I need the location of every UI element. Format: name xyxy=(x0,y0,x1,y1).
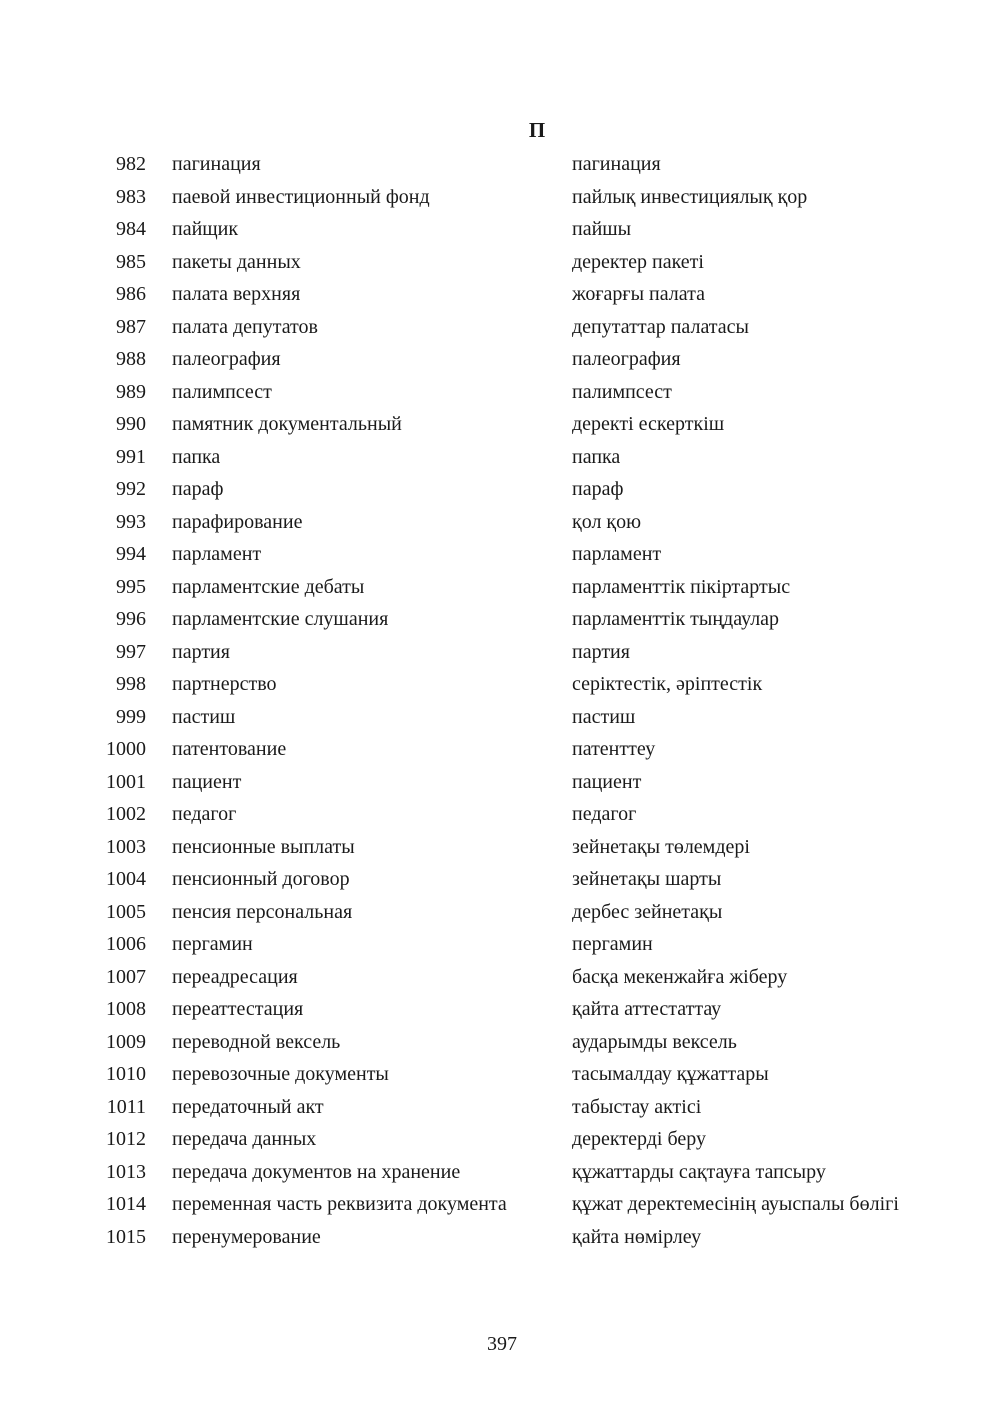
section-letter: П xyxy=(528,118,546,142)
entry-number: 1013 xyxy=(106,1160,146,1183)
entry-kazakh-term: қайта аттестаттау xyxy=(572,998,722,1020)
glossary-entry xyxy=(0,150,1004,178)
entry-russian-term: партнерство xyxy=(172,673,277,695)
glossary-entry xyxy=(0,638,1004,666)
entry-kazakh-term: дербес зейнетақы xyxy=(572,900,723,923)
entry-number: 987 xyxy=(116,315,146,338)
entry-number: 999 xyxy=(116,705,146,728)
entry-russian-term: пагинация xyxy=(172,153,261,175)
entry-kazakh-term: пайшы xyxy=(572,218,632,240)
entry-russian-term: партия xyxy=(172,640,230,663)
entry-russian-term: пастиш xyxy=(172,705,236,728)
entry-kazakh-term: партия xyxy=(572,640,630,663)
entry-kazakh-term: деректі ескерткіш xyxy=(572,413,725,435)
entry-number: 985 xyxy=(116,250,146,273)
entry-kazakh-term: қол қою xyxy=(572,510,642,533)
glossary-entry xyxy=(0,443,1004,471)
entry-number: 991 xyxy=(116,445,146,468)
entry-russian-term: пенсия персональная xyxy=(172,900,353,923)
entry-kazakh-term: құжаттарды сақтауға тапсыру xyxy=(572,1160,826,1183)
glossary-entry xyxy=(0,800,1004,828)
entry-russian-term: пакеты данных xyxy=(172,250,301,273)
entry-kazakh-term: депутаттар палатасы xyxy=(572,315,749,338)
entry-kazakh-term: табыстау актісі xyxy=(572,1095,702,1118)
entry-russian-term: памятник документальный xyxy=(172,413,402,435)
entry-number: 992 xyxy=(116,478,146,500)
entry-number: 986 xyxy=(116,283,146,305)
glossary-entry xyxy=(0,313,1004,341)
entry-kazakh-term: парламент xyxy=(572,543,662,565)
entry-number: 1007 xyxy=(106,965,146,988)
entry-number: 988 xyxy=(116,348,146,370)
entry-number: 990 xyxy=(116,413,146,435)
entry-number: 989 xyxy=(116,380,146,403)
entry-russian-term: папка xyxy=(172,445,221,468)
entry-russian-term: перенумерование xyxy=(172,1225,321,1248)
glossary-entry xyxy=(0,215,1004,243)
entry-number: 1005 xyxy=(106,900,146,923)
entry-number: 1009 xyxy=(106,1030,146,1053)
glossary-entry xyxy=(0,1223,1004,1251)
entry-kazakh-term: зейнетақы төлемдері xyxy=(572,835,750,858)
entry-number: 1001 xyxy=(106,770,146,793)
entry-number: 1006 xyxy=(106,933,146,955)
glossary-entry xyxy=(0,573,1004,601)
entry-number: 1011 xyxy=(106,1095,146,1118)
entry-russian-term: пергамин xyxy=(172,933,253,955)
entry-kazakh-term: патенттеу xyxy=(572,738,656,760)
entry-kazakh-term: деректер пакеті xyxy=(572,250,704,273)
glossary-list xyxy=(0,150,1004,1255)
entry-number: 998 xyxy=(116,673,146,695)
entry-kazakh-term: басқа мекенжайға жіберу xyxy=(572,965,788,988)
glossary-entry xyxy=(0,1158,1004,1186)
glossary-entry xyxy=(0,1190,1004,1218)
entry-number: 1003 xyxy=(106,835,146,858)
entry-russian-term: передача данных xyxy=(172,1128,317,1150)
glossary-entry xyxy=(0,410,1004,438)
entry-kazakh-term: пергамин xyxy=(572,933,653,955)
entry-kazakh-term: парламенттік тыңдаулар xyxy=(572,608,780,630)
entry-kazakh-term: парламенттік пікіртартыс xyxy=(572,575,791,598)
entry-kazakh-term: пагинация xyxy=(572,153,661,175)
entry-russian-term: переменная часть реквизита документа xyxy=(172,1193,507,1215)
glossary-entry xyxy=(0,508,1004,536)
entry-kazakh-term: қайта нөмірлеу xyxy=(572,1225,702,1248)
entry-kazakh-term: пастиш xyxy=(572,705,636,728)
entry-kazakh-term: палимпсест xyxy=(572,380,672,403)
entry-kazakh-term: пациент xyxy=(572,770,642,793)
entry-russian-term: передача документов на хранение xyxy=(172,1160,461,1183)
glossary-entry xyxy=(0,1125,1004,1153)
glossary-entry xyxy=(0,378,1004,406)
entry-number: 983 xyxy=(116,185,146,208)
glossary-entry xyxy=(0,670,1004,698)
entry-russian-term: палата верхняя xyxy=(172,283,301,305)
entry-russian-term: параф xyxy=(172,478,224,500)
entry-number: 1002 xyxy=(106,803,146,825)
entry-russian-term: передаточный акт xyxy=(172,1095,324,1118)
entry-russian-term: палеография xyxy=(172,348,281,370)
glossary-entry xyxy=(0,865,1004,893)
entry-number: 997 xyxy=(116,640,146,663)
glossary-entry xyxy=(0,833,1004,861)
entry-russian-term: переводной вексель xyxy=(172,1030,341,1053)
entry-number: 993 xyxy=(116,510,146,533)
entry-kazakh-term: параф xyxy=(572,478,624,500)
entry-russian-term: пенсионный договор xyxy=(172,868,350,890)
glossary-entry xyxy=(0,345,1004,373)
entry-number: 995 xyxy=(116,575,146,598)
entry-kazakh-term: жоғарғы палата xyxy=(572,283,705,305)
glossary-entry xyxy=(0,475,1004,503)
entry-russian-term: переаттестация xyxy=(172,998,304,1020)
entry-kazakh-term: палеография xyxy=(572,348,681,370)
glossary-entry xyxy=(0,183,1004,211)
entry-russian-term: палата депутатов xyxy=(172,315,318,338)
entry-russian-term: паевой инвестиционный фонд xyxy=(172,185,430,208)
entry-number: 994 xyxy=(116,543,146,565)
glossary-entry xyxy=(0,703,1004,731)
entry-number: 1015 xyxy=(106,1225,146,1248)
glossary-entry xyxy=(0,930,1004,958)
page-number: 397 xyxy=(487,1333,517,1355)
entry-russian-term: парафирование xyxy=(172,510,303,533)
glossary-entry xyxy=(0,280,1004,308)
glossary-entry xyxy=(0,995,1004,1023)
entry-kazakh-term: деректерді беру xyxy=(572,1128,706,1150)
entry-russian-term: патентование xyxy=(172,738,287,760)
entry-russian-term: парламент xyxy=(172,543,262,565)
glossary-entry xyxy=(0,735,1004,763)
glossary-entry xyxy=(0,1093,1004,1121)
entry-russian-term: парламентские слушания xyxy=(172,608,389,630)
glossary-entry xyxy=(0,1028,1004,1056)
entry-kazakh-term: зейнетақы шарты xyxy=(572,868,722,890)
glossary-entry xyxy=(0,963,1004,991)
entry-number: 1010 xyxy=(106,1063,146,1085)
entry-russian-term: пенсионные выплаты xyxy=(172,835,355,858)
entry-kazakh-term: аударымды вексель xyxy=(572,1030,737,1053)
entry-number: 982 xyxy=(116,153,146,175)
glossary-entry xyxy=(0,605,1004,633)
entry-number: 1012 xyxy=(106,1128,146,1150)
entry-number: 1000 xyxy=(106,738,146,760)
entry-kazakh-term: серіктестік, әріптестік xyxy=(572,673,763,695)
entry-russian-term: парламентские дебаты xyxy=(172,575,365,598)
entry-kazakh-term: тасымалдау құжаттары xyxy=(572,1063,769,1085)
entry-russian-term: перевозочные документы xyxy=(172,1063,389,1085)
entry-number: 984 xyxy=(116,218,146,240)
entry-kazakh-term: пайлық инвестициялық қор xyxy=(572,185,808,208)
entry-russian-term: переадресация xyxy=(172,965,298,988)
glossary-entry xyxy=(0,540,1004,568)
entry-russian-term: педагог xyxy=(172,803,237,825)
glossary-entry xyxy=(0,248,1004,276)
entry-russian-term: палимпсест xyxy=(172,380,272,403)
entry-russian-term: пайщик xyxy=(172,218,239,240)
glossary-entry xyxy=(0,898,1004,926)
glossary-entry xyxy=(0,768,1004,796)
glossary-entry xyxy=(0,1060,1004,1088)
entry-kazakh-term: құжат деректемесінің ауыспалы бөлігі xyxy=(572,1193,899,1215)
entry-number: 996 xyxy=(116,608,146,630)
entry-russian-term: пациент xyxy=(172,770,242,793)
entry-number: 1014 xyxy=(106,1193,146,1215)
entry-kazakh-term: папка xyxy=(572,445,621,468)
entry-kazakh-term: педагог xyxy=(572,803,637,825)
entry-number: 1004 xyxy=(106,868,146,890)
entry-number: 1008 xyxy=(106,998,146,1020)
